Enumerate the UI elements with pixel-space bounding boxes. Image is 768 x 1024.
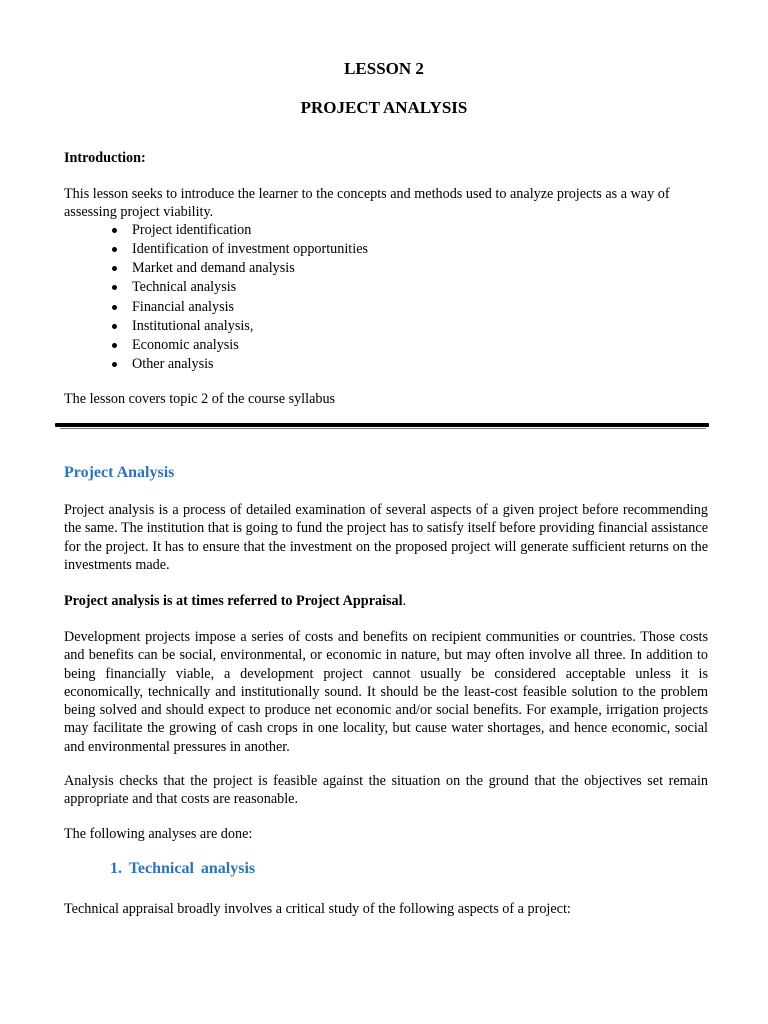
list-item: Market and demand analysis xyxy=(112,259,368,278)
list-item: Economic analysis xyxy=(112,336,368,355)
bullet-icon xyxy=(112,305,117,310)
topic-list xyxy=(112,221,368,374)
paragraph-definition: Project analysis is a process of detailed examination of several aspects of a given project before recommending the same. The institution that is going to fund the project has to satisfy itself before providing financial assistance for the project. It has to ensure that the investment on the proposed project will generate sufficient returns on the investments made. xyxy=(64,502,708,573)
appraisal-period: . xyxy=(402,593,407,609)
section-divider xyxy=(55,423,709,427)
section-divider-shadow xyxy=(60,428,706,429)
technical-analysis-heading: 1. Technical analysis xyxy=(110,860,256,877)
technical-analysis-text: Technical appraisal broadly involves a critical study of the following aspects of a project: xyxy=(64,901,571,917)
bullet-icon xyxy=(112,228,117,233)
list-item: Other analysis xyxy=(112,355,368,374)
bullet-icon xyxy=(112,343,117,348)
list-item: Technical analysis xyxy=(112,278,368,297)
bullet-icon xyxy=(112,362,117,367)
appraisal-bold-text: Project analysis is at times referred to Project Appraisal xyxy=(64,593,403,609)
intro-text: This lesson seeks to introduce the learner to the concepts and methods used to analyze projects as a way of assessing project viability. xyxy=(64,186,670,221)
list-item: Project identification xyxy=(112,221,368,240)
paragraph-development-projects: Development projects impose a series of costs and benefits on recipient communities or countries. Those costs and benefits can be social, environmental, or economic in nature, but may often involve all three. In addition to being financially viable, a development project cannot usually be considered acceptable unless it is economically, technically and institutionally sound. It should be the least-cost feasible solution to the problem being solved and should expect to produce net economic and/or social benefits. For example, irrigation projects may facilitate the growing of cash crops in one locality, but cause water shortages, and hence economic, social and environmental pressures in another. xyxy=(64,629,708,755)
intro-heading: Introduction: xyxy=(64,150,146,166)
bullet-icon xyxy=(112,285,117,290)
paragraph-feasibility: Analysis checks that the project is feasible against the situation on the ground that the objectives set remain appropriate and that costs are reasonable. xyxy=(64,773,708,808)
appraisal-note xyxy=(64,592,708,610)
lesson-title: PROJECT ANALYSIS xyxy=(300,98,468,117)
list-item: Identification of investment opportunities xyxy=(112,240,368,259)
bullet-icon xyxy=(112,324,117,329)
bullet-icon xyxy=(112,266,117,271)
section-heading: Project Analysis xyxy=(64,464,175,481)
bullet-icon xyxy=(112,247,117,252)
lesson-number: LESSON 2 xyxy=(344,59,424,78)
coverage-text: The lesson covers topic 2 of the course syllabus xyxy=(64,391,336,407)
list-item: Institutional analysis, xyxy=(112,317,368,336)
list-item: Financial analysis xyxy=(112,298,368,317)
analyses-intro: The following analyses are done: xyxy=(64,826,253,842)
